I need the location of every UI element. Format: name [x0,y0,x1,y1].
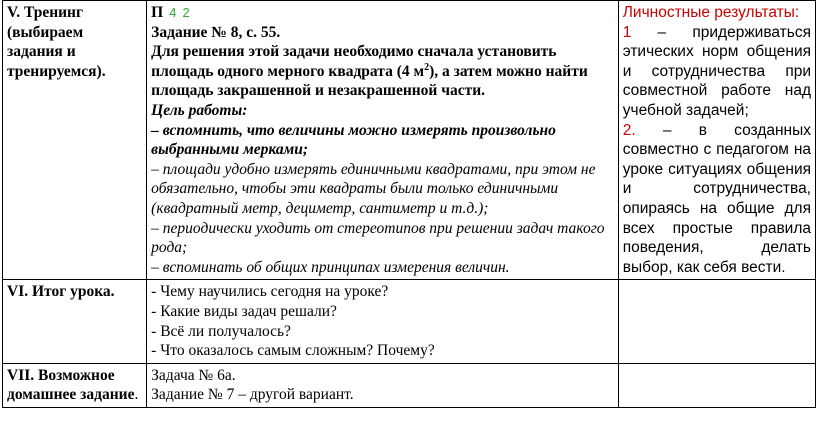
table-row [3,280,816,363]
p-label-line [151,3,614,23]
result-item [623,23,811,121]
stage-title: VI. Итог урока. [7,283,115,301]
p-label: П [151,4,164,21]
table-row [3,363,816,407]
task-title: Задание № 8, с. 55. [151,23,281,41]
result-text: – придерживаться этических норм общения и сотрудничества при совместной работе над учебной задачей; [622,23,811,119]
goal-item: – площади удобно измерять единичными квадратами, при этом не обязательно, чтобы эти квадраты были только единичными (квадратный метр, дециметр, сантиметр и т.д.); [151,160,596,217]
question-item: - Чему научились сегодня на уроке? [151,283,389,301]
goal-item: – вспоминать об общих принципах измерения величин. [151,258,510,276]
homework-item: Задание № 7 – другой вариант. [151,386,354,404]
goal-item: – вспомнить, что величины можно измерять произвольно выбранными мерками; [151,121,556,159]
stage-title: V. Тренинг (выбираем задания и тренируемся). [7,4,106,80]
stage-cell [3,1,147,280]
homework-item: Задача № 6а. [151,366,236,384]
p-num1: 4 [169,5,177,20]
task-instruction [151,42,614,101]
questions-cell [147,280,619,363]
results-title: Личностные результаты: [622,4,800,21]
question-item: - Что оказалось самым сложным? Почему? [151,342,435,360]
stage-cell [3,363,147,407]
result-item [623,121,811,278]
result-num: 1 [622,23,632,41]
result-text: – в созданных совместно с педагогом на уроке ситуациях общения и сотрудничества, опираясь на общие для всех простые правила поведения, делать выбор, как себя вести. [622,121,811,276]
question-item: - Всё ли получалось? [151,322,291,340]
lesson-table [2,0,816,408]
p-num2: 2 [182,5,190,20]
empty-cell [618,363,815,407]
goal-item: – периодически уходить от стереотипов при решении задач такого рода; [151,219,605,257]
result-num: 2. [622,121,636,139]
stage-title: VII. Возможное домашнее задание [7,366,135,404]
instruction-pre: Для решения этой задачи необходимо сначала установить площадь одного мерного квадрата (4 м [151,43,557,80]
empty-cell [618,280,815,363]
results-cell [618,1,815,280]
stage-suffix: . [134,386,139,404]
homework-cell [147,363,619,407]
instruction-post: ), а затем можно найти площадь закрашенной и незакрашенной части. [151,62,588,100]
instruction-sup: 2 [424,61,430,73]
table-row [3,1,816,280]
stage-cell [3,280,147,363]
content-cell [147,1,619,280]
goal-title: Цель работы: [151,101,248,119]
question-item: - Какие виды задач решали? [151,302,337,320]
